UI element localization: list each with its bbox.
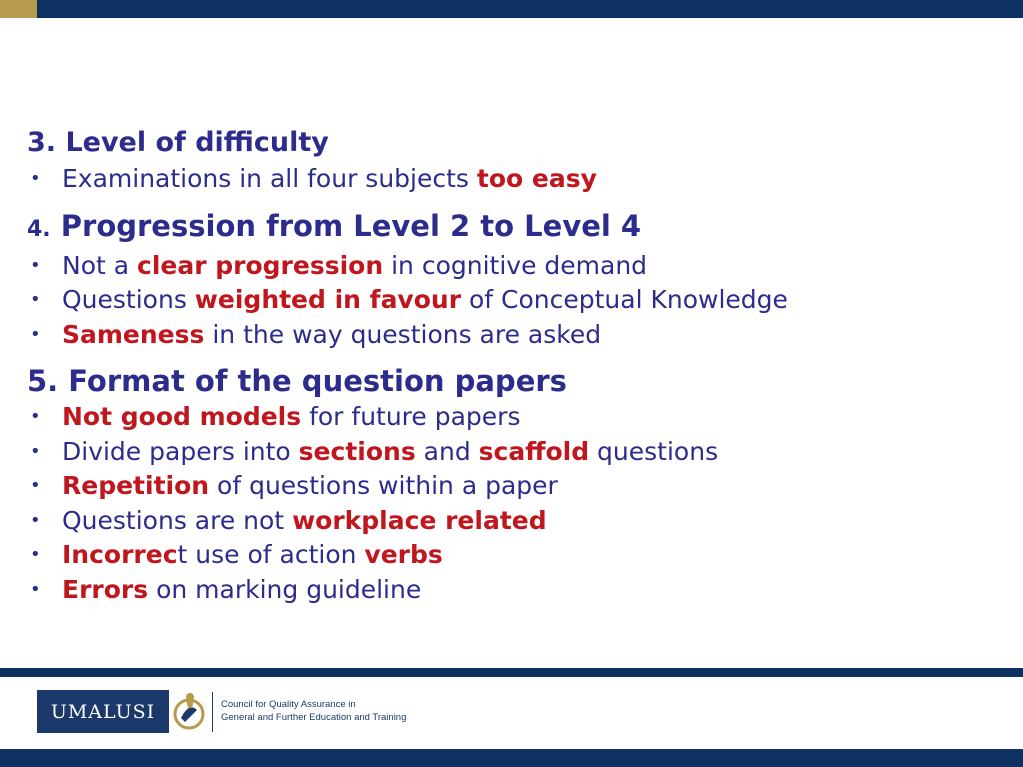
- bullet-icon: •: [30, 578, 41, 600]
- footer-top-bar: [0, 668, 1023, 677]
- bullet-icon: •: [30, 168, 41, 189]
- bullet-icon: •: [30, 440, 41, 462]
- umalusi-logo: [37, 690, 169, 733]
- top-header-bar: [0, 0, 1023, 18]
- section-heading-format: 5. Format of the question papers: [27, 364, 567, 398]
- bullet-icon: •: [30, 544, 41, 565]
- bullet-list-progression: [27, 249, 1007, 353]
- bullet-icon: •: [30, 254, 41, 276]
- list-item: • Sameness in the way questions are asked: [27, 318, 1007, 353]
- list-item: • Questions are not workplace related: [27, 504, 1007, 539]
- logo-text: UMALUSI: [50, 700, 156, 723]
- bullet-icon: •: [30, 509, 41, 531]
- bullet-icon: •: [30, 406, 41, 427]
- footer-tagline: Council for Quality Assurance in General and Further Education and Training: [221, 699, 407, 723]
- bullet-list-difficulty: [27, 162, 1007, 197]
- bullet-icon: •: [30, 323, 41, 345]
- bullet-icon: •: [30, 475, 41, 496]
- list-item: • Examinations in all four subjects too easy: [27, 162, 1007, 197]
- section-heading-progression: 4. Progression from Level 2 to Level 4: [27, 208, 642, 243]
- list-item: • Not a clear progression in cognitive demand: [27, 249, 1007, 284]
- list-item: • Divide papers into sections and scaffold questions: [27, 435, 1007, 470]
- section-heading-level-of-difficulty: 3. Level of difficulty: [27, 127, 329, 158]
- list-item: • Incorrect use of action verbs: [27, 538, 1007, 573]
- top-accent-block: [0, 0, 37, 18]
- list-item: • Repetition of questions within a paper: [27, 469, 1007, 504]
- umalusi-emblem-icon: [171, 688, 207, 734]
- list-item: • Not good models for future papers: [27, 400, 1007, 435]
- slide-content: [27, 124, 1007, 607]
- bullet-list-format: [27, 400, 1007, 607]
- footer-bottom-bar: [0, 749, 1023, 767]
- list-item: • Questions weighted in favour of Conceptual Knowledge: [27, 283, 1007, 318]
- bullet-icon: •: [30, 289, 41, 310]
- footer-divider: [212, 692, 213, 732]
- list-item: • Errors on marking guideline: [27, 573, 1007, 608]
